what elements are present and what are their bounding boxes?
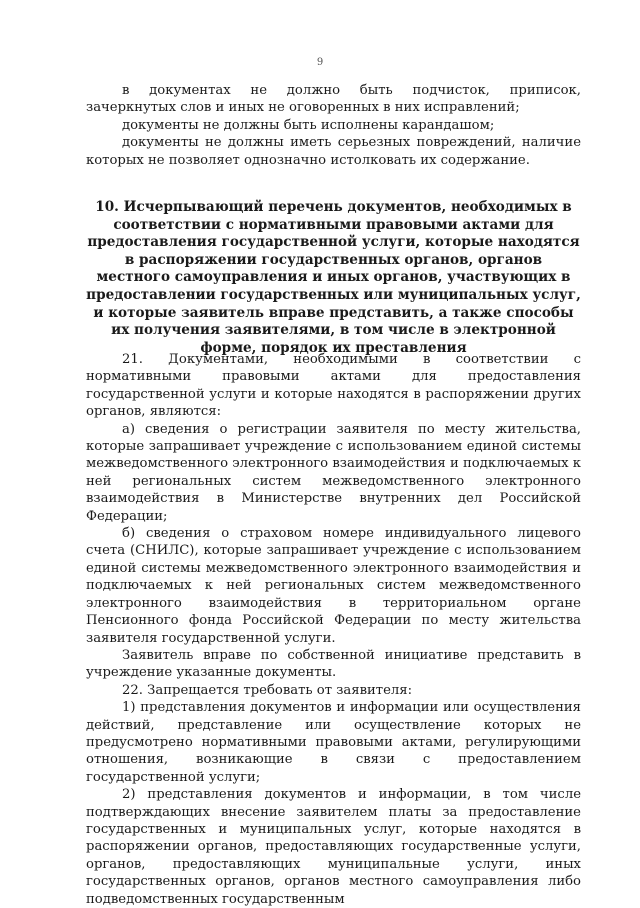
intro-block xyxy=(86,82,581,169)
paragraph: Заявитель вправе по собственной инициативе представить в учреждение указанные документы. xyxy=(86,647,581,681)
paragraph: 22. Запрещается требовать от заявителя: xyxy=(122,682,413,698)
paragraph: а) сведения о регистрации заявителя по месту жительства, которые запрашивает учреждение с использованием единой системы межведомственного электронного взаимодействия и подключаемых к ней региональных систем межведомственного электронного взаимодействия в Министерстве внутренних дел Российской Федерации; xyxy=(86,421,581,524)
section-title: 10. Исчерпывающий перечень документов, необходимых в соответствии с нормативными правовыми актами для предоставления государственной услуги, которые находятся в распоряжении государственных органов, органов местного самоуправления и иных органов, участвующих в предоставлении государственных или муниципальных услуг, и которые заявитель вправе представить, а также способы их получения заявителями, в том числе в электронной форме, порядок их преставления xyxy=(86,199,581,356)
paragraph: б) сведения о страховом номере индивидуального лицевого счета (СНИЛС), которые запрашивает учреждение с использованием единой системы межведомственного электронного взаимодействия и подключаемых к ней региональных систем межведомственного электронного взаимодействия в территориальном органе Пенсионного фонда Российской Федерации по месту жительства заявителя государственной услуги. xyxy=(86,526,581,646)
paragraph: 21. Документами, необходимыми в соответствии с нормативными правовыми актами для предоставления государственной услуги и которые находятся в распоряжении других органов, являются: xyxy=(86,352,581,420)
body-block xyxy=(86,351,581,908)
paragraph: 1) представления документов и информации или осуществления действий, представление или осуществление которых не предусмотрено нормативными правовыми актами, регулирующими отношения, возникающие в связи с предоставлением государственной услуги; xyxy=(86,700,581,785)
paragraph: документы не должны быть исполнены карандашом; xyxy=(122,117,495,133)
paragraph: 2) представления документов и информации, в том числе подтверждающих внесение заявителем платы за предоставление государственных и муниципальных услуг, которые находятся в распоряжении органов, предоставляющих государственные услуги, органов, предоставляющих муниципальные услуги, иных государственных органов, органов местного самоуправления либо подведомственных государственным xyxy=(86,787,581,907)
paragraph: в документах не должно быть подчисток, приписок, зачеркнутых слов и иных не оговоренных в них исправлений; xyxy=(86,83,581,116)
page-number: 9 xyxy=(316,57,324,68)
paragraph: документы не должны иметь серьезных повреждений, наличие которых не позволяет однозначно истолковать их содержание. xyxy=(86,135,581,168)
